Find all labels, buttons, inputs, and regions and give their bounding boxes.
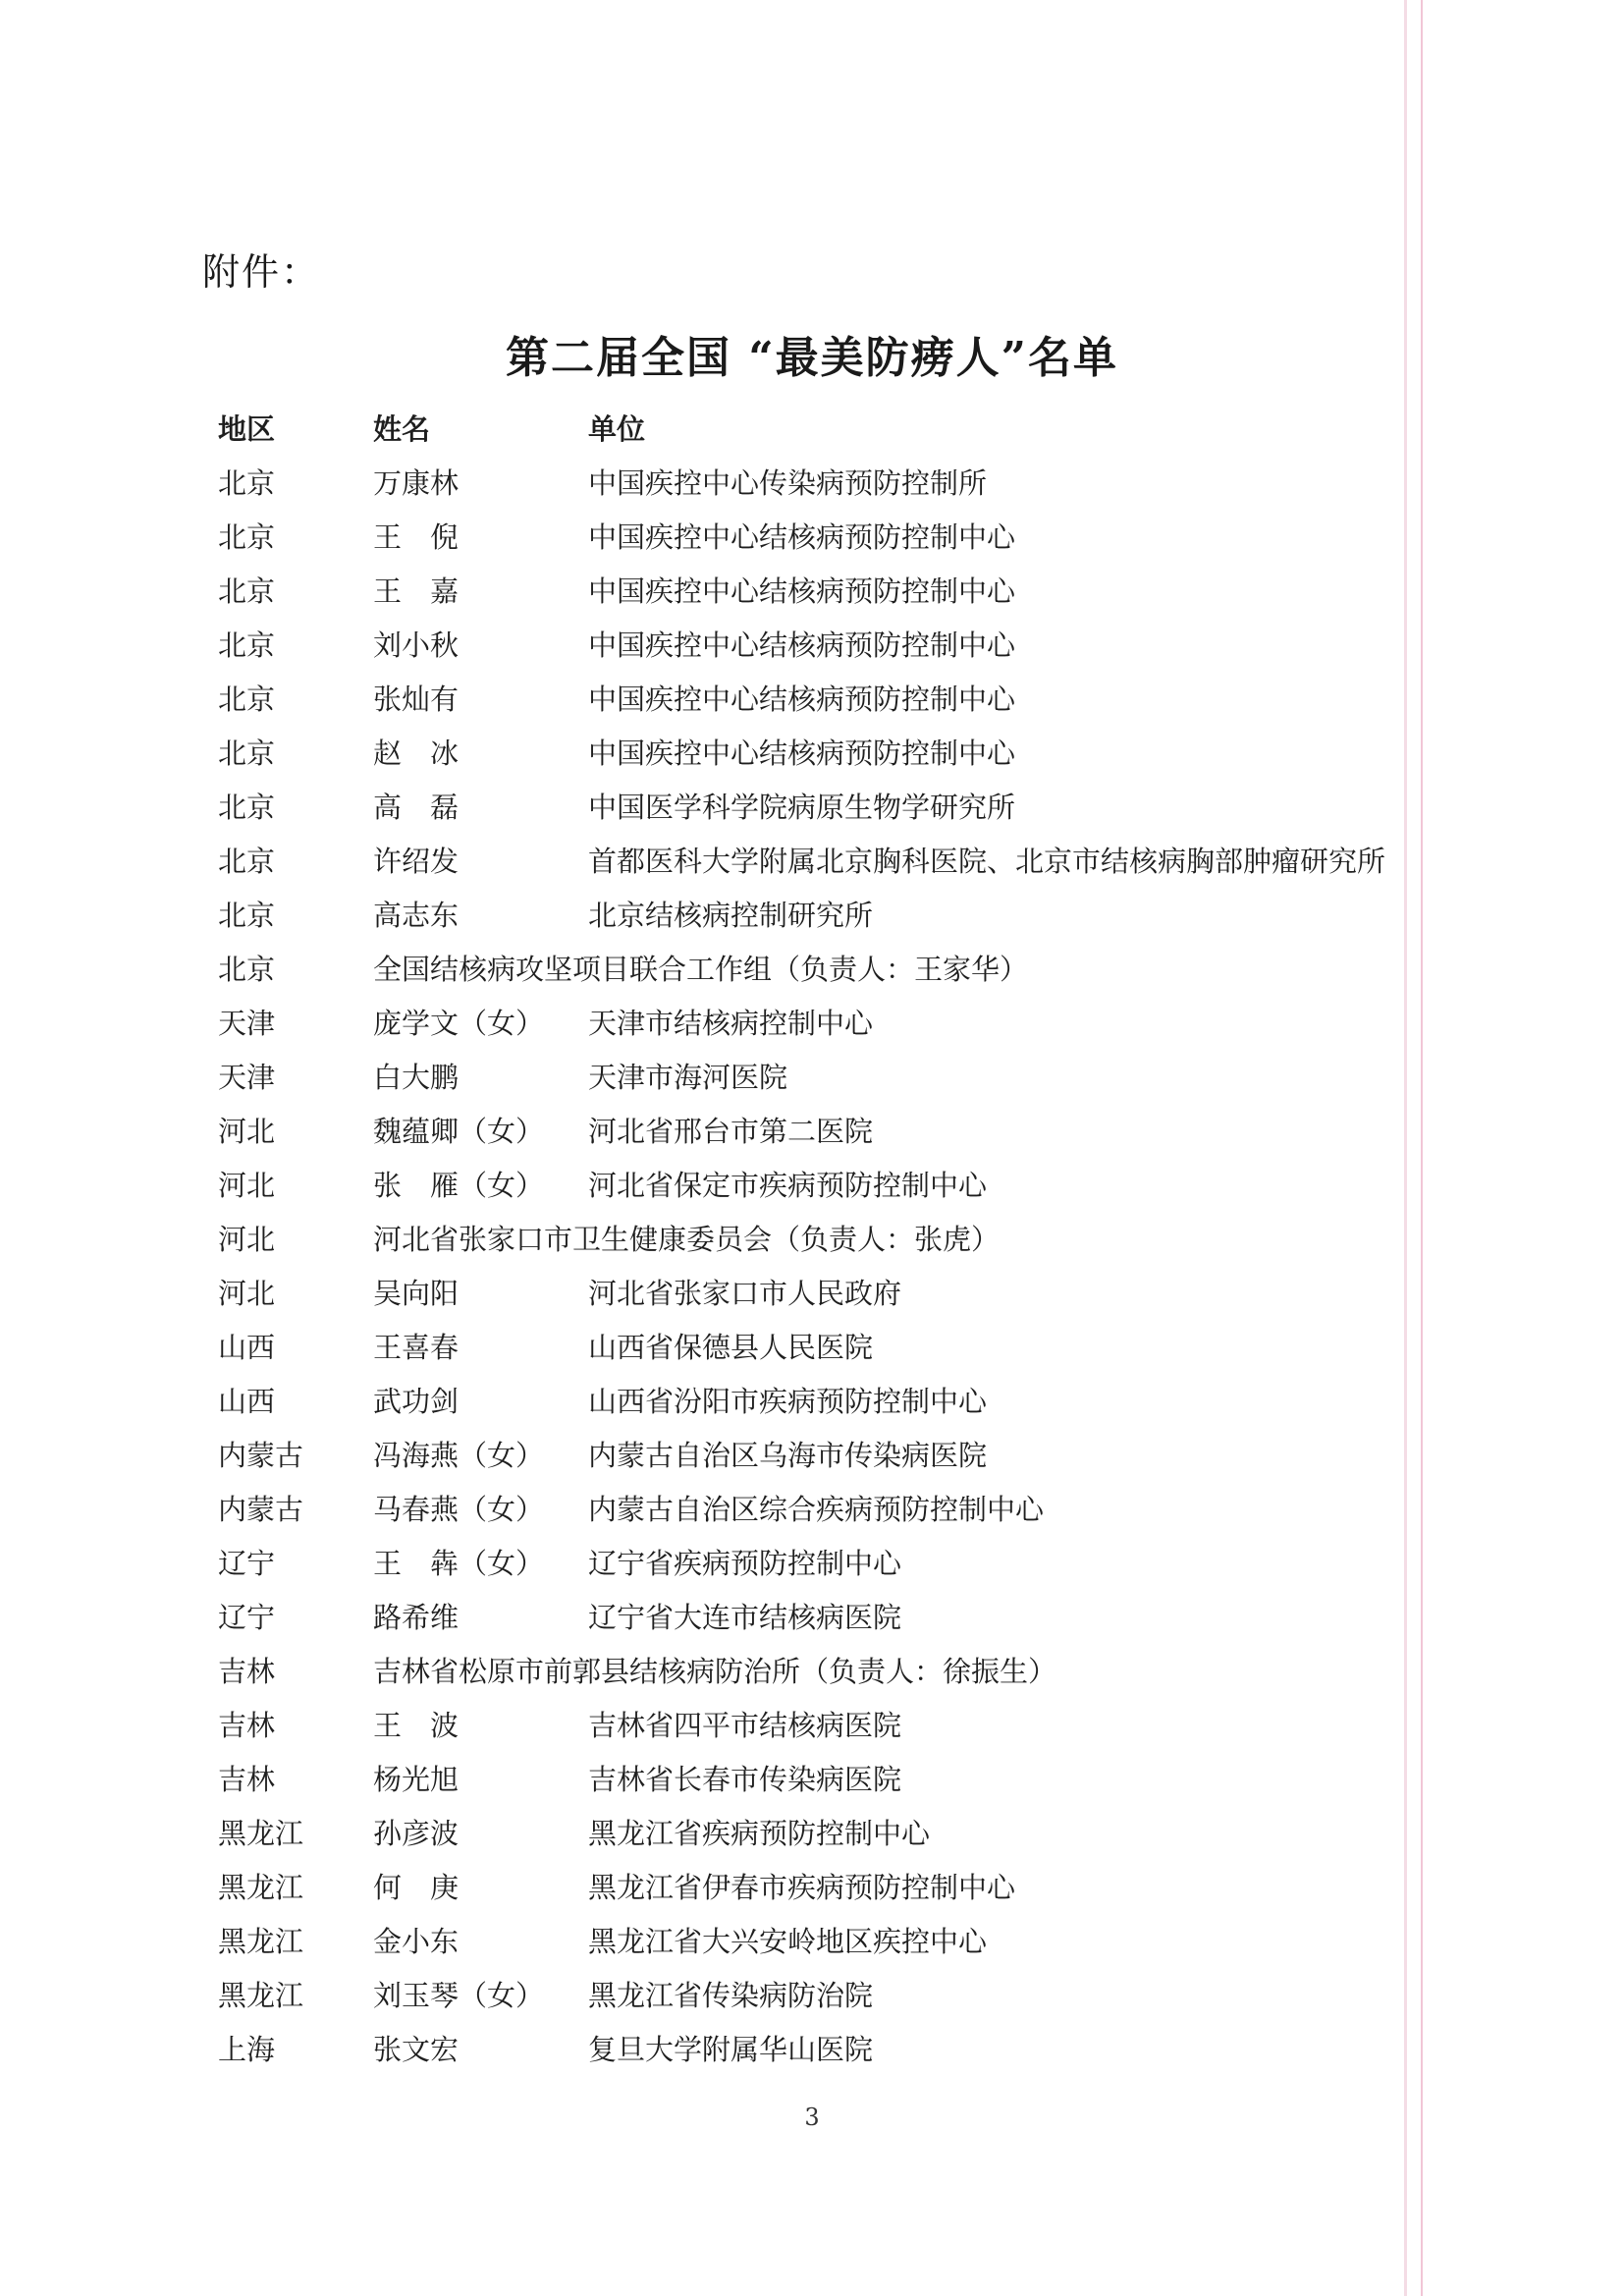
- cell-unit: 黑龙江省传染病防治院: [588, 1979, 874, 2012]
- table-row: [218, 1537, 1534, 1591]
- table-row: [218, 1483, 1534, 1537]
- cell-name: 赵 冰: [373, 737, 460, 770]
- header-name: 姓名: [373, 412, 431, 446]
- table-row: [218, 1699, 1534, 1753]
- table-row: [218, 1051, 1534, 1105]
- table-row: [218, 943, 1534, 997]
- cell-unit: 中国疾控中心结核病预防控制中心: [588, 574, 1016, 608]
- page-title: 第二届全国 “最美防痨人”名单: [506, 333, 1118, 383]
- cell-unit: 天津市结核病控制中心: [588, 1007, 874, 1040]
- cell-name: 何 庚: [373, 1871, 460, 1904]
- cell-unit: 河北省张家口市人民政府: [588, 1277, 902, 1310]
- cell-unit: 辽宁省大连市结核病医院: [588, 1601, 902, 1634]
- cell-name: 刘小秋: [373, 629, 460, 662]
- cell-region: 河北: [218, 1169, 276, 1202]
- table-row: [218, 1753, 1534, 1807]
- cell-region: 黑龙江: [218, 1925, 304, 1958]
- cell-name: 王 嘉: [373, 574, 460, 608]
- table-row: [218, 1915, 1534, 1969]
- cell-unit: 辽宁省疾病预防控制中心: [588, 1547, 902, 1580]
- cell-region: 吉林: [218, 1655, 276, 1688]
- cell-region: 黑龙江: [218, 1979, 304, 2012]
- cell-name: 马春燕（女）: [373, 1493, 545, 1526]
- cell-unit: 吉林省四平市结核病医院: [588, 1709, 902, 1742]
- cell-unit: 河北省邢台市第二医院: [588, 1115, 874, 1148]
- cell-organization: 吉林省松原市前郭县结核病防治所（负责人：徐振生）: [373, 1655, 1057, 1688]
- table-body: [218, 457, 1534, 2077]
- cell-name: 庞学文（女）: [373, 1007, 545, 1040]
- cell-region: 内蒙古: [218, 1493, 304, 1526]
- cell-name: 高志东: [373, 899, 460, 932]
- cell-region: 北京: [218, 737, 276, 770]
- cell-unit: 黑龙江省伊春市疾病预防控制中心: [588, 1871, 1016, 1904]
- table-row: [218, 997, 1534, 1051]
- cell-unit: 中国医学科学院病原生物学研究所: [588, 791, 1016, 824]
- cell-region: 北京: [218, 520, 276, 554]
- table-row: [218, 727, 1534, 781]
- cell-name: 武功剑: [373, 1385, 460, 1418]
- table-row: [218, 781, 1534, 835]
- cell-unit: 山西省保德县人民医院: [588, 1331, 874, 1364]
- header-region: 地区: [218, 412, 276, 446]
- cell-region: 山西: [218, 1385, 276, 1418]
- cell-name: 张灿有: [373, 683, 460, 716]
- cell-region: 北京: [218, 845, 276, 878]
- cell-name: 王 倪: [373, 520, 460, 554]
- cell-organization: 河北省张家口市卫生健康委员会（负责人：张虎）: [373, 1223, 1001, 1256]
- cell-name: 万康林: [373, 466, 460, 500]
- attachment-label: 附件：: [202, 250, 321, 294]
- cell-unit: 中国疾控中心结核病预防控制中心: [588, 737, 1016, 770]
- cell-unit: 内蒙古自治区乌海市传染病医院: [588, 1439, 988, 1472]
- cell-region: 北京: [218, 574, 276, 608]
- cell-organization: 全国结核病攻坚项目联合工作组（负责人：王家华）: [373, 953, 1029, 986]
- page-number: 3: [804, 2104, 820, 2131]
- cell-unit: 首都医科大学附属北京胸科医院、北京市结核病胸部肿瘤研究所: [588, 845, 1386, 878]
- table-row: [218, 619, 1534, 673]
- table-row: [218, 1375, 1534, 1429]
- cell-region: 辽宁: [218, 1547, 276, 1580]
- cell-region: 黑龙江: [218, 1817, 304, 1850]
- cell-unit: 中国疾控中心结核病预防控制中心: [588, 683, 1016, 716]
- cell-name: 杨光旭: [373, 1763, 460, 1796]
- table-row: [218, 889, 1534, 943]
- table-row: [218, 835, 1534, 889]
- table-row: [218, 565, 1534, 619]
- cell-region: 北京: [218, 953, 276, 986]
- cell-region: 北京: [218, 791, 276, 824]
- cell-name: 许绍发: [373, 845, 460, 878]
- table-row: [218, 1807, 1534, 1861]
- cell-unit: 复旦大学附属华山医院: [588, 2033, 874, 2066]
- table-row: [218, 1159, 1534, 1213]
- cell-region: 河北: [218, 1277, 276, 1310]
- table-header: [218, 403, 1534, 457]
- cell-region: 吉林: [218, 1763, 276, 1796]
- cell-region: 辽宁: [218, 1601, 276, 1634]
- cell-unit: 中国疾控中心结核病预防控制中心: [588, 520, 1016, 554]
- cell-region: 北京: [218, 899, 276, 932]
- cell-region: 天津: [218, 1061, 276, 1094]
- cell-region: 河北: [218, 1223, 276, 1256]
- cell-name: 冯海燕（女）: [373, 1439, 545, 1472]
- cell-region: 内蒙古: [218, 1439, 304, 1472]
- table-row: [218, 1267, 1534, 1321]
- table-row: [218, 673, 1534, 727]
- awardee-table: [218, 403, 1534, 2077]
- cell-region: 北京: [218, 629, 276, 662]
- cell-name: 吴向阳: [373, 1277, 460, 1310]
- cell-unit: 中国疾控中心结核病预防控制中心: [588, 629, 1016, 662]
- table-row: [218, 2023, 1534, 2077]
- cell-region: 山西: [218, 1331, 276, 1364]
- table-row: [218, 1429, 1534, 1483]
- cell-name: 张 雁（女）: [373, 1169, 545, 1202]
- table-row: [218, 1969, 1534, 2023]
- table-row: [218, 1861, 1534, 1915]
- header-unit: 单位: [588, 412, 646, 446]
- table-row: [218, 1321, 1534, 1375]
- cell-unit: 黑龙江省大兴安岭地区疾控中心: [588, 1925, 988, 1958]
- table-row: [218, 1213, 1534, 1267]
- table-row: [218, 1645, 1534, 1699]
- table-row: [218, 457, 1534, 511]
- cell-unit: 北京结核病控制研究所: [588, 899, 874, 932]
- cell-unit: 吉林省长春市传染病医院: [588, 1763, 902, 1796]
- cell-unit: 河北省保定市疾病预防控制中心: [588, 1169, 988, 1202]
- cell-region: 吉林: [218, 1709, 276, 1742]
- cell-name: 王喜春: [373, 1331, 460, 1364]
- cell-name: 张文宏: [373, 2033, 460, 2066]
- cell-region: 上海: [218, 2033, 276, 2066]
- cell-unit: 黑龙江省疾病预防控制中心: [588, 1817, 931, 1850]
- cell-unit: 天津市海河医院: [588, 1061, 788, 1094]
- cell-unit: 中国疾控中心传染病预防控制所: [588, 466, 988, 500]
- table-row: [218, 1105, 1534, 1159]
- cell-region: 天津: [218, 1007, 276, 1040]
- cell-name: 魏蕴卿（女）: [373, 1115, 545, 1148]
- cell-region: 河北: [218, 1115, 276, 1148]
- cell-name: 孙彦波: [373, 1817, 460, 1850]
- cell-unit: 内蒙古自治区综合疾病预防控制中心: [588, 1493, 1045, 1526]
- cell-name: 高 磊: [373, 791, 460, 824]
- cell-name: 刘玉琴（女）: [373, 1979, 545, 2012]
- table-row: [218, 511, 1534, 565]
- cell-region: 黑龙江: [218, 1871, 304, 1904]
- cell-name: 王 犇（女）: [373, 1547, 545, 1580]
- cell-name: 白大鹏: [373, 1061, 460, 1094]
- cell-name: 路希维: [373, 1601, 460, 1634]
- cell-region: 北京: [218, 466, 276, 500]
- table-row: [218, 1591, 1534, 1645]
- cell-region: 北京: [218, 683, 276, 716]
- cell-name: 金小东: [373, 1925, 460, 1958]
- cell-unit: 山西省汾阳市疾病预防控制中心: [588, 1385, 988, 1418]
- cell-name: 王 波: [373, 1709, 460, 1742]
